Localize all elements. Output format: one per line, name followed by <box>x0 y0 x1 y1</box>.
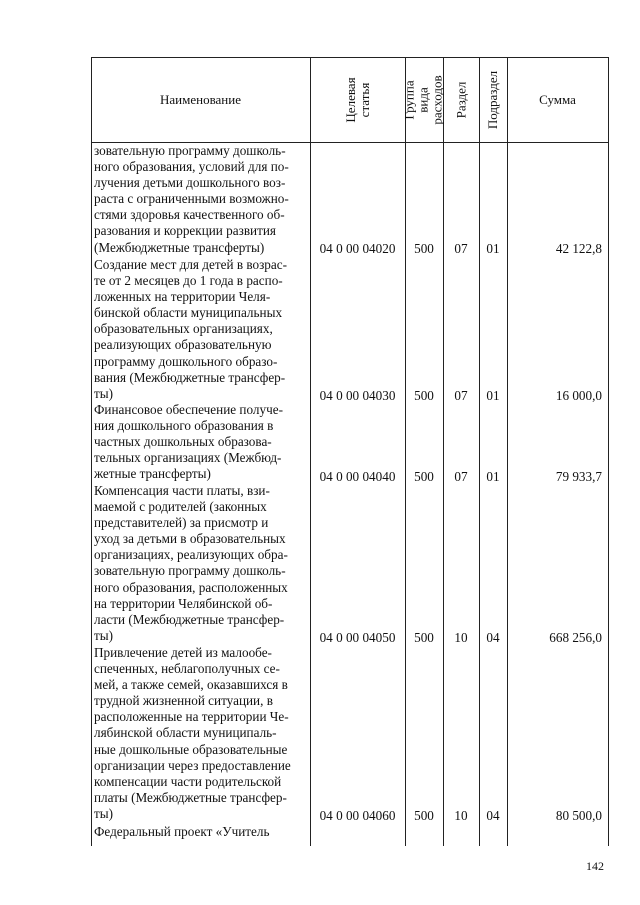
row-sum: 16 000,0 <box>555 388 602 403</box>
row-text-line: ного образования, условий для по- <box>94 159 289 175</box>
row-text-line: (Межбюджетные трансферты) <box>94 239 265 255</box>
header-target-label: Целевая статья <box>342 76 372 123</box>
row-text-line: расположенные на территории Че- <box>94 709 289 725</box>
row-target-code: 04 0 00 04050 <box>319 630 396 645</box>
row-text-line: лябинской области муниципаль- <box>94 725 277 741</box>
row-text-line: ния дошкольного образования в <box>94 418 274 434</box>
table-row-name <box>94 824 309 840</box>
row-text-line: организации через предоставление <box>94 757 291 773</box>
col-divider <box>310 57 311 846</box>
table-border-left <box>91 57 92 846</box>
row-text-line: ласти (Межбюджетные трансфер- <box>94 611 285 627</box>
row-text-line: маемой с родителей (законных <box>94 499 267 515</box>
header-subsection-label: Подраздел <box>485 70 501 129</box>
table-row-name <box>94 143 309 256</box>
row-text-line: Финансовое обеспечение получе- <box>94 402 283 417</box>
header-section <box>443 57 479 142</box>
row-text-line: ты) <box>94 805 114 821</box>
col-divider <box>405 57 406 846</box>
col-divider <box>479 57 480 846</box>
row-text-line: платы (Межбюджетные трансфер- <box>94 789 287 805</box>
row-expense-group: 500 <box>414 469 434 484</box>
row-section: 07 <box>454 388 468 403</box>
row-text-line: ные дошкольные образовательные <box>94 741 288 757</box>
table-row-name <box>94 257 309 402</box>
row-text-line: программу дошкольного образо- <box>94 353 278 369</box>
row-text-line: Привлечение детей из малообе- <box>94 645 272 660</box>
row-expense-group: 500 <box>414 630 434 645</box>
row-text-line: тельных организациях (Межбюд- <box>94 450 282 466</box>
header-sum <box>507 57 608 142</box>
row-expense-group: 500 <box>414 388 434 403</box>
row-text-line: на территории Челябинской об- <box>94 595 273 611</box>
header-sum-label: Сумма <box>539 91 576 107</box>
row-text-line: зовательную программу дошколь- <box>94 563 286 579</box>
row-text-line: трудной жизненной ситуации, в <box>94 693 273 709</box>
row-text-line: организациях, реализующих обра- <box>94 547 288 563</box>
row-text-line: частных дошкольных образова- <box>94 434 272 450</box>
row-section: 10 <box>454 808 468 823</box>
row-text-line: уход за детьми в образовательных <box>94 531 286 547</box>
col-divider <box>507 57 508 846</box>
row-section: 10 <box>454 630 468 645</box>
table-border-right <box>608 57 609 846</box>
row-text-line: образовательных организациях, <box>94 321 273 337</box>
row-text-line: реализующих образовательную <box>94 337 272 353</box>
row-subsection: 04 <box>486 630 500 645</box>
table-row-name <box>94 402 309 482</box>
row-section: 07 <box>454 469 468 484</box>
table-row-name <box>94 483 309 644</box>
header-name-label: Наименование <box>160 91 241 107</box>
row-target-code: 04 0 00 04020 <box>319 241 396 256</box>
row-text-line: Создание мест для детей в возрас- <box>94 257 287 272</box>
row-sum: 668 256,0 <box>549 630 602 645</box>
row-subsection: 04 <box>486 808 500 823</box>
header-expense-group-label: Группа вида расходов <box>402 74 445 125</box>
row-text-line: бинской области муниципальных <box>94 305 283 321</box>
col-divider <box>443 57 444 846</box>
row-target-code: 04 0 00 04030 <box>319 388 396 403</box>
header-name <box>91 57 310 142</box>
row-text-line: ты) <box>94 385 114 401</box>
row-text-line: ного образования, расположенных <box>94 579 288 595</box>
row-text-line: представителей) за присмотр и <box>94 515 269 531</box>
row-subsection: 01 <box>486 388 500 403</box>
header-subsection <box>479 57 507 142</box>
row-target-code: 04 0 00 04040 <box>319 469 396 484</box>
row-subsection: 01 <box>486 469 500 484</box>
row-sum: 80 500,0 <box>555 808 602 823</box>
row-text-line: мей, а также семей, оказавшихся в <box>94 677 288 693</box>
row-text-line: ты) <box>94 627 114 643</box>
row-text-line: те от 2 месяцев до 1 года в распо- <box>94 273 283 289</box>
header-target <box>310 57 405 142</box>
row-text-line: разования и коррекции развития <box>94 223 276 239</box>
row-text-line: раста с ограниченными возможно- <box>94 191 289 207</box>
row-text-line: Компенсация части платы, взи- <box>94 483 270 498</box>
row-sum: 79 933,7 <box>555 469 602 484</box>
row-sum: 42 122,8 <box>555 241 602 256</box>
table-row-name <box>94 645 309 822</box>
row-expense-group: 500 <box>414 241 434 256</box>
page-number: 142 <box>586 859 604 873</box>
row-text-line: зовательную программу дошколь- <box>94 143 286 158</box>
row-text-line: компенсации части родительской <box>94 773 282 789</box>
row-target-code: 04 0 00 04060 <box>319 808 396 823</box>
row-expense-group: 500 <box>414 808 434 823</box>
header-section-label: Раздел <box>453 81 468 118</box>
row-text-line: лучения детьми дошкольного воз- <box>94 175 286 191</box>
row-subsection: 01 <box>486 241 500 256</box>
row-text-line: Федеральный проект «Учитель <box>94 824 270 839</box>
row-text-line: стями здоровья качественного об- <box>94 207 285 223</box>
row-text-line: вания (Межбюджетные трансфер- <box>94 369 286 385</box>
row-text-line: спеченных, неблагополучных се- <box>94 661 280 677</box>
row-text-line: жетные трансферты) <box>94 466 211 482</box>
budget-table <box>91 57 609 846</box>
row-section: 07 <box>454 241 468 256</box>
header-expense-group <box>402 57 445 142</box>
row-text-line: ложенных на территории Челя- <box>94 289 271 305</box>
